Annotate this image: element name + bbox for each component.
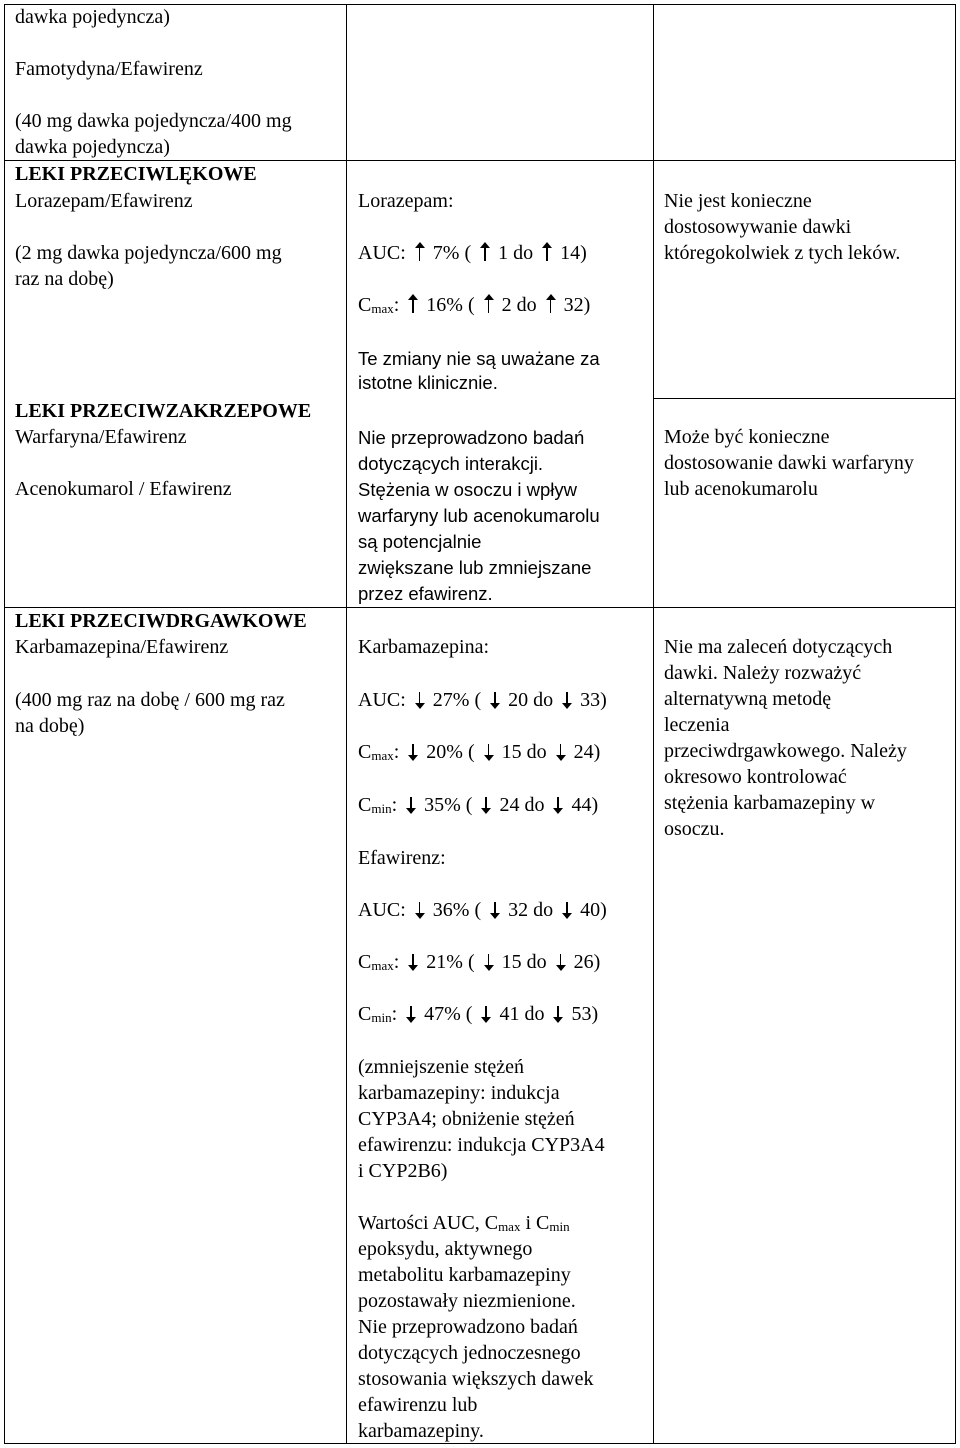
effect-note: metabolitu karbamazepiny xyxy=(358,1264,571,1286)
auc-label: AUC: xyxy=(358,242,406,264)
effect-note: efawirenzu lub xyxy=(358,1394,478,1416)
effect-note: (zmniejszenie stężeń xyxy=(358,1056,525,1078)
table-border-right xyxy=(955,4,956,1444)
drug-pair-dose: dawka pojedyncza) xyxy=(15,136,170,158)
category-heading: LEKI PRZECIWZAKRZEPOWE xyxy=(15,400,312,422)
drug-pair-dose: raz na dobę) xyxy=(15,268,114,290)
drug-pair-dose: (400 mg raz na dobę / 600 mg raz xyxy=(15,689,285,711)
drug-pair-name: Lorazepam/Efawirenz xyxy=(15,190,193,212)
drug-pair-name: Karbamazepina/Efawirenz xyxy=(15,636,229,658)
arrow-down-icon xyxy=(562,899,572,919)
arrow-down-icon xyxy=(408,741,418,761)
arrow-up-icon xyxy=(542,242,552,262)
effect-note: epoksydu, aktywnego xyxy=(358,1238,533,1260)
recommendation-text: Nie ma zaleceń dotyczących xyxy=(664,636,893,658)
effect-cmax-line: $C_{max}$: 16% ( 2 do 32) xyxy=(358,294,591,316)
category-heading: LEKI PRZECIWLĘKOWE xyxy=(15,163,257,185)
effect-auc-line: AUC: 7% ( 1 do 14) xyxy=(358,242,587,264)
effect-note: karbamazepiny: indukcja xyxy=(358,1082,560,1104)
arrow-up-icon xyxy=(546,294,556,314)
arrow-down-icon xyxy=(556,951,566,971)
category-heading: LEKI PRZECIWDRGAWKOWE xyxy=(15,610,307,632)
drug-pair-name: Acenokumarol / Efawirenz xyxy=(15,478,232,500)
effect-note: i CYP2B6) xyxy=(358,1160,448,1182)
arrow-down-icon xyxy=(556,741,566,761)
recommendation-text: alternatywną metodę xyxy=(664,688,832,710)
arrow-down-icon xyxy=(481,1003,491,1023)
drug-pair-name: Warfaryna/Efawirenz xyxy=(15,426,187,448)
effect-cmax-line: $C_{max}$: 20% ( 15 do 24) xyxy=(358,741,601,763)
effect-note: stosowania większych dawek xyxy=(358,1368,594,1390)
effect-note: dotyczących interakcji. xyxy=(358,453,544,474)
drug-pair-dose: (2 mg dawka pojedyncza/600 mg xyxy=(15,242,282,264)
effect-note: Wartości AUC, $C_{max}$ i $C_{min}$ xyxy=(358,1212,570,1234)
arrow-down-icon xyxy=(553,794,563,814)
arrow-down-icon xyxy=(408,951,418,971)
recommendation-text: osoczu. xyxy=(664,818,725,840)
effect-note: zwiększane lub zmniejszane xyxy=(358,557,592,578)
recommendation-text: Nie jest konieczne xyxy=(664,190,812,212)
effect-note: CYP3A4; obniżenie stężeń xyxy=(358,1108,575,1130)
recommendation-text: okresowo kontrolować xyxy=(664,766,847,788)
recommendation-text: któregokolwiek z tych leków. xyxy=(664,242,901,264)
effect-note: karbamazepiny. xyxy=(358,1420,484,1442)
effect-cmin-line: $C_{min}$: 47% ( 41 do 53) xyxy=(358,1003,599,1025)
effect-note: dotyczących jednoczesnego xyxy=(358,1342,581,1364)
recommendation-text: dostosowanie dawki warfaryny xyxy=(664,452,914,474)
arrow-down-icon xyxy=(484,951,494,971)
effect-note: efawirenzu: indukcja CYP3A4 xyxy=(358,1134,605,1156)
arrow-down-icon xyxy=(490,689,500,709)
arrow-up-icon xyxy=(484,294,494,314)
recommendation-text: leczenia xyxy=(664,714,730,736)
arrow-down-icon xyxy=(484,741,494,761)
effect-note: pozostawały niezmienione. xyxy=(358,1290,576,1312)
recommendation-text: stężenia karbamazepiny w xyxy=(664,792,876,814)
effect-auc-line: AUC: 36% ( 32 do 40) xyxy=(358,899,607,921)
arrow-up-icon xyxy=(480,242,490,262)
effect-note: Te zmiany nie są uważane za xyxy=(358,348,600,369)
effect-note: Nie przeprowadzono badań xyxy=(358,427,585,448)
effect-note: warfaryny lub acenokumarolu xyxy=(358,505,600,526)
arrow-up-icon xyxy=(408,294,418,314)
recommendation-text: przeciwdrgawkowego. Należy xyxy=(664,740,907,762)
arrow-up-icon xyxy=(415,242,425,262)
effect-title: Efawirenz: xyxy=(358,847,446,869)
drug-pair-name: Famotydyna/Efawirenz xyxy=(15,58,203,80)
arrow-down-icon xyxy=(481,794,491,814)
arrow-down-icon xyxy=(406,794,416,814)
arrow-down-icon xyxy=(406,1003,416,1023)
recommendation-text: Może być konieczne xyxy=(664,426,830,448)
recommendation-text: dostosowywanie dawki xyxy=(664,216,852,238)
column-divider-2 xyxy=(653,4,654,1444)
effect-note: Nie przeprowadzono badań xyxy=(358,1316,578,1338)
arrow-down-icon xyxy=(553,1003,563,1023)
effect-note: istotne klinicznie. xyxy=(358,372,498,393)
row-divider-3 xyxy=(653,398,956,399)
drug-pair-dose: na dobę) xyxy=(15,715,85,737)
effect-note: Stężenia w osoczu i wpływ xyxy=(358,479,578,500)
arrow-down-icon xyxy=(415,899,425,919)
column-divider-1 xyxy=(346,4,347,1444)
recommendation-text: lub acenokumarolu xyxy=(664,478,818,500)
arrow-down-icon xyxy=(562,689,572,709)
effect-cmin-line: $C_{min}$: 35% ( 24 do 44) xyxy=(358,794,599,816)
drug-pair-dose: (40 mg dawka pojedyncza/400 mg xyxy=(15,110,292,132)
effect-auc-line: AUC: 27% ( 20 do 33) xyxy=(358,689,607,711)
arrow-down-icon xyxy=(490,899,500,919)
drug-pair-text: dawka pojedyncza) xyxy=(15,6,170,28)
effect-note: przez efawirenz. xyxy=(358,583,493,604)
effect-title: Karbamazepina: xyxy=(358,636,490,658)
effect-note: są potencjalnie xyxy=(358,531,482,552)
table-border-left xyxy=(4,4,5,1444)
effect-title: Lorazepam: xyxy=(358,190,454,212)
effect-cmax-line: $C_{max}$: 21% ( 15 do 26) xyxy=(358,951,601,973)
arrow-down-icon xyxy=(415,689,425,709)
recommendation-text: dawki. Należy rozważyć xyxy=(664,662,862,684)
